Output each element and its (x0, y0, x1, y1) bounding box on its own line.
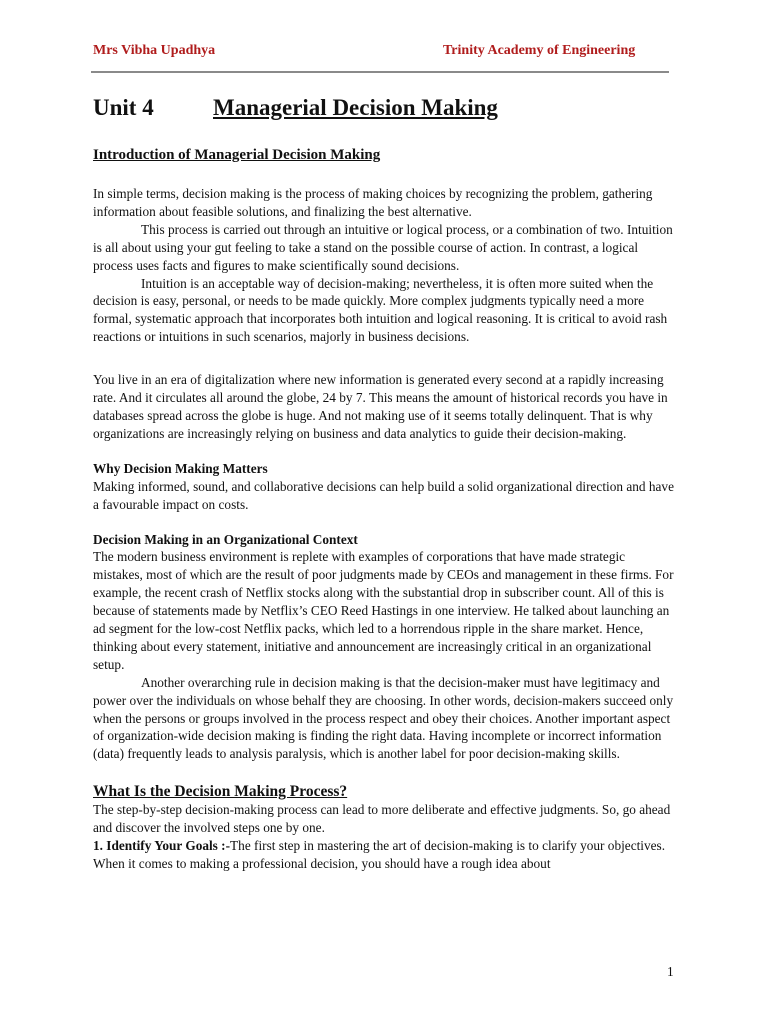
intro-paragraph-4: You live in an era of digitalization where new information is generated every second at a rapidly increasing rate. And it circulates all around the globe, 24 by 7. This means the amount of historical records you have in databases spread across the globe is huge. And not making use of it seems totally delinquent. That is why organizations are increasingly relying on business and data analytics to guide their decision-making. (93, 372, 668, 441)
header-institution: Trinity Academy of Engineering (443, 43, 636, 58)
intro-paragraph-3: Intuition is an acceptable way of decision-making; nevertheless, it is often more suited when the decision is easy, personal, or needs to be made quickly. More complex judgments typically need a more formal, systematic approach that incorporates both intuition and logical reasoning. It is critical to avoid rash reactions or intuitions in such scenarios, majorly in business decisions. (93, 275, 668, 345)
section-heading-context: Decision Making in an Organizational Context (93, 531, 358, 547)
header-author: Mrs Vibha Upadhya (93, 43, 216, 58)
document-body (93, 146, 678, 873)
section-heading-process: What Is the Decision Making Process? (93, 783, 348, 801)
spacer (93, 346, 678, 363)
process-paragraph: The step-by-step decision-making process can lead to more deliberate and effective judgments. So, go ahead and discover the involved steps one by one. (93, 802, 671, 836)
page-number: 1 (667, 964, 674, 979)
unit-name: Managerial Decision Making (213, 95, 498, 120)
section-heading-intro: Introduction of Managerial Decision Making (93, 147, 381, 163)
unit-number: Unit 4 (93, 95, 154, 120)
context-paragraph-1: The modern business environment is replete with examples of corporations that have made strategic mistakes, most of which are the result of poor judgments made by CEOs and management in these firms. For example, the recent crash of Netflix stocks along with the substantial drop in subscriber count. All of this is because of statements made by Netflix’s CEO Reed Hastings in one interview. He talked about launching an ad segment for the low-cost Netflix packs, which led to a horrendous ripple in the share market. Hence, thinking about every statement, initiative and announcement are increasingly critical in an organizational setup. (93, 549, 674, 672)
section-heading-why: Why Decision Making Matters (93, 460, 268, 476)
header-divider (91, 71, 669, 73)
why-paragraph: Making informed, sound, and collaborative decisions can help build a solid organizational direction and have a favourable impact on costs. (93, 478, 674, 512)
intro-paragraph-1: In simple terms, decision making is the process of making choices by recognizing the problem, gathering information about feasible solutions, and finalizing the best alternative. (93, 186, 653, 219)
intro-paragraph-2: This process is carried out through an intuitive or logical process, or a combination of two. Intuition is all about using your gut feeling to take a stand on the possible course of action. In contrast, a logical process uses facts and figures to make scientifically sound decisions. (93, 221, 673, 273)
process-step-1 (93, 837, 678, 873)
step-1-label: 1. Identify Your Goals :- (93, 838, 231, 854)
context-paragraph-2: Another overarching rule in decision making is that the decision-maker must have legitimacy and power over the individuals on whose behalf they are choosing. In other words, decision-makers succeed only when the persons or groups involved in the process respect and obey their choices. Another important aspect of organization-wide decision making is finding the right data. Having incomplete or incorrect information (data) frequently leads to analysis paralysis, which is another label for poor decision-making skills. (93, 674, 674, 762)
step-1-text: The first step in mastering the art of decision-making is to clarify your objectives. When it comes to making a professional decision, you should have a rough idea about (93, 838, 666, 871)
